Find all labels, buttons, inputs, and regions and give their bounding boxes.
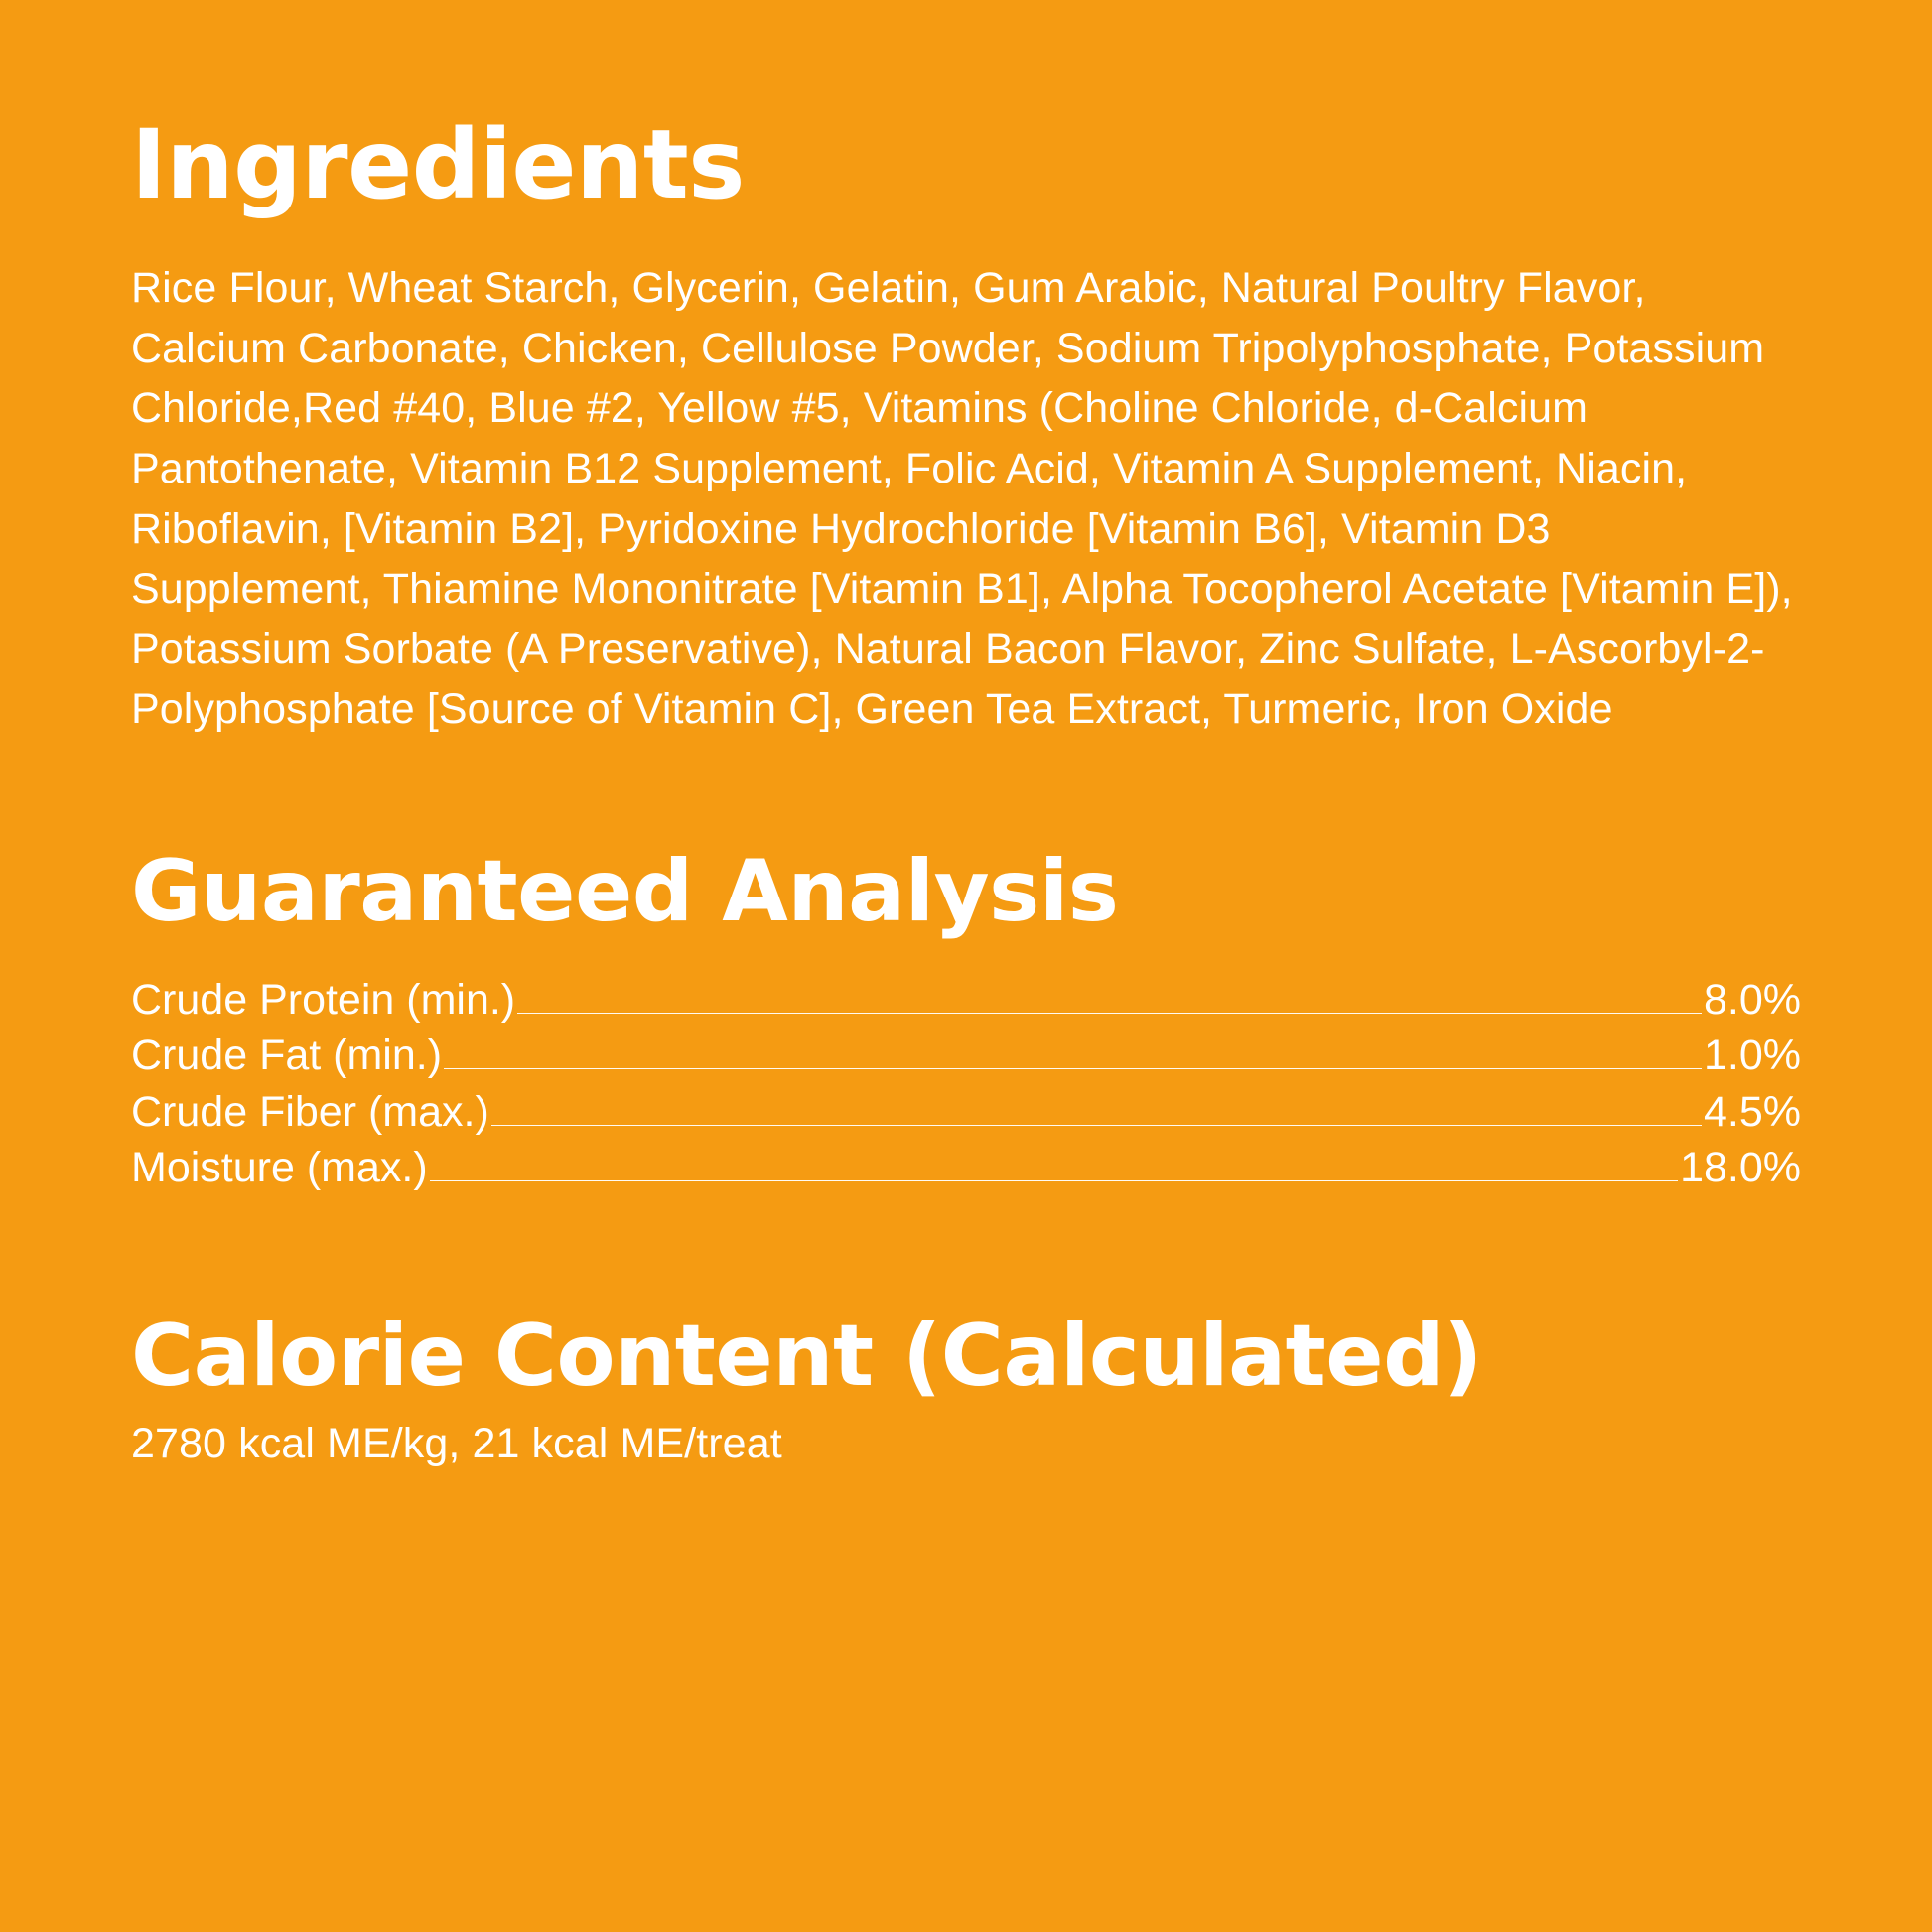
ga-value: 18.0% — [1680, 1144, 1801, 1192]
ingredients-section — [131, 109, 1801, 740]
leader-line — [430, 1180, 1678, 1181]
ga-label: Crude Protein (min.) — [131, 976, 516, 1024]
ga-value: 8.0% — [1703, 976, 1801, 1024]
guaranteed-analysis-table — [131, 974, 1801, 1194]
leader-line — [517, 1013, 1702, 1014]
ingredients-body: Rice Flour, Wheat Starch, Glycerin, Gelatin, Gum Arabic, Natural Poultry Flavor, Calcium Carbonate, Chicken, Cellulose Powder, Sodium Tripolyphosphate, Potassium Chloride,Red #40, Blue #2, Yellow #5, Vitamins (Choline Chloride, d-Calcium Pantothenate, Vitamin B12 Supplement, Folic Acid, Vitamin A Supplement, Niacin, Riboflavin, [Vitamin B2], Pyridoxine Hydrochloride [Vitamin B6], Vitamin D3 Supplement, Thiamine Mononitrate [Vitamin B1], Alpha Tocopherol Acetate [Vitamin E]), Potassium Sorbate (A Preservative), Natural Bacon Flavor, Zinc Sulfate, L-Ascorbyl-2-Polyphosphate [Source of Vitamin C], Green Tea Extract, Turmeric, Iron Oxide — [131, 264, 1793, 734]
table-row — [131, 1030, 1801, 1081]
ga-value: 1.0% — [1703, 1032, 1801, 1080]
calorie-content-section — [131, 1306, 1801, 1472]
ga-label: Crude Fat (min.) — [131, 1032, 443, 1080]
table-row — [131, 1142, 1801, 1193]
guaranteed-analysis-section — [131, 842, 1801, 1194]
calorie-content-title: Calorie Content (Calculated) — [131, 1306, 1482, 1406]
ga-label: Moisture (max.) — [131, 1144, 428, 1192]
table-row — [131, 1086, 1801, 1138]
ga-label: Crude Fiber (max.) — [131, 1087, 489, 1136]
leader-line — [444, 1068, 1702, 1069]
calorie-content-body: 2780 kcal ME/kg, 21 kcal ME/treat — [131, 1419, 782, 1467]
ingredients-title: Ingredients — [131, 109, 745, 220]
leader-line — [491, 1125, 1702, 1126]
table-row — [131, 974, 1801, 1026]
ga-value: 4.5% — [1703, 1087, 1801, 1136]
guaranteed-analysis-title: Guaranteed Analysis — [131, 842, 1119, 941]
